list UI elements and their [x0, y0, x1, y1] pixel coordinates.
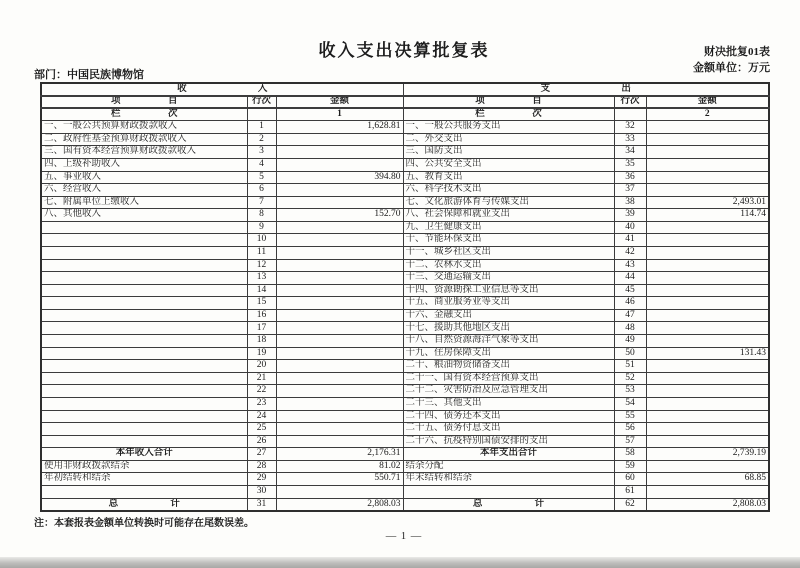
income-item-label: 使用非财政拨款结余: [41, 460, 247, 473]
expense-amount-value: 131.43: [646, 347, 769, 360]
expense-item-label: 七、文化旅游体育与传媒支出: [403, 196, 614, 209]
expense-amount-value: [646, 397, 769, 410]
table-row: [41, 460, 769, 473]
expense-line-number: 51: [614, 360, 646, 373]
expense-amount-value: [646, 272, 769, 285]
income-line-number: 19: [247, 347, 276, 360]
income-amount-value: [276, 133, 403, 146]
expense-amount-value: [646, 171, 769, 184]
income-amount-value: [276, 410, 403, 423]
income-amount-value: [276, 234, 403, 247]
table-row: [41, 184, 769, 197]
expense-amount-value: [646, 121, 769, 134]
income-line-number: 7: [247, 196, 276, 209]
expense-item-label: 二十四、债务还本支出: [403, 410, 614, 423]
income-line-number: 3: [247, 146, 276, 159]
table-row: [41, 284, 769, 297]
income-amount-value: [276, 322, 403, 335]
table-row: [41, 435, 769, 448]
income-item-label: [41, 385, 247, 398]
income-item-label: 二、政府性基金预算财政拨款收入: [41, 133, 247, 146]
expense-item-label: 二十一、国有资本经营预算支出: [403, 372, 614, 385]
table-row: [41, 133, 769, 146]
expense-item-label: 总计: [403, 498, 614, 511]
expense-amount-value: [646, 284, 769, 297]
expense-line-number: 33: [614, 133, 646, 146]
income-amount-value: [276, 259, 403, 272]
table-row: [41, 498, 769, 511]
income-item-label: 一、一般公共预算财政拨款收入: [41, 121, 247, 134]
income-line-number: 17: [247, 322, 276, 335]
expense-line-number: 47: [614, 309, 646, 322]
income-item-label: [41, 486, 247, 499]
income-item-label: 本年收入合计: [41, 448, 247, 461]
table-row: [41, 209, 769, 222]
expense-line-number: 44: [614, 272, 646, 285]
expense-amount-value: [646, 309, 769, 322]
expense-item-label: 八、社会保障和就业支出: [403, 209, 614, 222]
expense-line-number: 56: [614, 423, 646, 436]
table-row: [41, 335, 769, 348]
expense-item-label: 三、国防支出: [403, 146, 614, 159]
income-section-header: 收入: [41, 83, 403, 96]
income-item-label: 三、国有资本经营预算财政拨款收入: [41, 146, 247, 159]
income-item-label: [41, 297, 247, 310]
expense-index-number: 2: [646, 108, 769, 121]
table-row: [41, 259, 769, 272]
income-line-number: 10: [247, 234, 276, 247]
table-row: [41, 158, 769, 171]
table-row: [41, 121, 769, 134]
scan-edge-shadow: [0, 557, 800, 568]
income-item-label: 年初结转和结余: [41, 473, 247, 486]
income-amount-value: [276, 435, 403, 448]
income-item-label: [41, 247, 247, 260]
income-line-number: 30: [247, 486, 276, 499]
income-item-label: [41, 397, 247, 410]
income-amount-value: [276, 284, 403, 297]
table-row: [41, 309, 769, 322]
expense-line-number: 55: [614, 410, 646, 423]
expense-line-number: 37: [614, 184, 646, 197]
section-header-row: [41, 83, 769, 96]
income-line-number: 6: [247, 184, 276, 197]
income-item-label: [41, 272, 247, 285]
expense-amount-value: 2,808.03: [646, 498, 769, 511]
expense-line-number: 58: [614, 448, 646, 461]
income-line-number: 13: [247, 272, 276, 285]
expense-line-number: 41: [614, 234, 646, 247]
income-line-number: 2: [247, 133, 276, 146]
income-amount-value: [276, 347, 403, 360]
income-amount-value: [276, 247, 403, 260]
income-amount-value: [276, 397, 403, 410]
index-row: [41, 108, 769, 121]
income-item-label: 八、其他收入: [41, 209, 247, 222]
expense-line-number: 48: [614, 322, 646, 335]
income-amount-value: [276, 309, 403, 322]
expense-item-label: 十一、城乡社区支出: [403, 247, 614, 260]
expense-amount-value: 2,739.19: [646, 448, 769, 461]
table-body: [41, 83, 769, 511]
income-item-label: 七、附属单位上缴收入: [41, 196, 247, 209]
income-amount-value: [276, 146, 403, 159]
expense-amount-value: [646, 385, 769, 398]
expense-line-number: 46: [614, 297, 646, 310]
income-amount-value: [276, 372, 403, 385]
unit-label: 金额单位：万元: [693, 62, 770, 74]
expense-line-number: 61: [614, 486, 646, 499]
table-row: [41, 372, 769, 385]
income-line-number: 26: [247, 435, 276, 448]
table-row: [41, 146, 769, 159]
table-row: [41, 347, 769, 360]
table-row: [41, 486, 769, 499]
expense-item-label: 十九、住房保障支出: [403, 347, 614, 360]
income-amount-value: 2,808.03: [276, 498, 403, 511]
table-row: [41, 322, 769, 335]
expense-section-header: 支出: [403, 83, 769, 96]
income-line-number: 11: [247, 247, 276, 260]
income-line-number: 18: [247, 335, 276, 348]
income-amount-value: [276, 158, 403, 171]
expense-item-label: 二、外交支出: [403, 133, 614, 146]
income-amount-value: [276, 385, 403, 398]
income-line-number: 23: [247, 397, 276, 410]
income-amount-value: [276, 184, 403, 197]
income-item-label: [41, 423, 247, 436]
expense-index-label: 栏次: [403, 108, 614, 121]
expense-amount-value: [646, 372, 769, 385]
expense-line-number: 53: [614, 385, 646, 398]
expense-amount-value: [646, 410, 769, 423]
expense-item-label: 十四、资源勘探工业信息等支出: [403, 284, 614, 297]
expense-item-label: 二十六、抗疫特别国债安排的支出: [403, 435, 614, 448]
expense-item-colhead: 项目: [403, 96, 614, 109]
expense-item-label: 十、节能环保支出: [403, 234, 614, 247]
expense-amount-value: [646, 146, 769, 159]
expense-amount-value: 2,493.01: [646, 196, 769, 209]
income-item-label: 六、经营收入: [41, 184, 247, 197]
expense-item-label: 一、一般公共服务支出: [403, 121, 614, 134]
income-item-label: [41, 309, 247, 322]
expense-line-number: 45: [614, 284, 646, 297]
income-item-label: [41, 360, 247, 373]
income-index-line-blank: [247, 108, 276, 121]
expense-line-number: 49: [614, 335, 646, 348]
expense-line-number: 43: [614, 259, 646, 272]
income-line-number: 25: [247, 423, 276, 436]
expense-amount-value: 114.74: [646, 209, 769, 222]
income-amount-value: [276, 221, 403, 234]
income-item-label: [41, 410, 247, 423]
income-amount-value: 394.80: [276, 171, 403, 184]
income-amount-value: 550.71: [276, 473, 403, 486]
table-row: [41, 410, 769, 423]
expense-amount-value: [646, 335, 769, 348]
expense-amount-value: [646, 247, 769, 260]
expense-item-label: 九、卫生健康支出: [403, 221, 614, 234]
income-index-label: 栏次: [41, 108, 247, 121]
expense-item-label: 十七、援助其他地区支出: [403, 322, 614, 335]
income-amount-value: [276, 423, 403, 436]
income-line-number: 15: [247, 297, 276, 310]
income-line-number: 22: [247, 385, 276, 398]
table-row: [41, 247, 769, 260]
table-row: [41, 171, 769, 184]
expense-line-number: 36: [614, 171, 646, 184]
income-item-colhead: 项目: [41, 96, 247, 109]
expense-amount-value: [646, 423, 769, 436]
table-row: [41, 196, 769, 209]
expense-item-label: 十五、商业服务业等支出: [403, 297, 614, 310]
expense-amount-value: [646, 158, 769, 171]
income-amount-value: [276, 196, 403, 209]
expense-index-line-blank: [614, 108, 646, 121]
expense-item-label: 本年支出合计: [403, 448, 614, 461]
income-amount-value: [276, 297, 403, 310]
income-line-number: 5: [247, 171, 276, 184]
income-item-label: [41, 259, 247, 272]
income-line-number: 8: [247, 209, 276, 222]
expense-item-label: 五、教育支出: [403, 171, 614, 184]
expense-item-label: 二十、粮油物资储备支出: [403, 360, 614, 373]
expense-amount-value: [646, 322, 769, 335]
income-amount-colhead: 金额: [276, 96, 403, 109]
income-line-number: 24: [247, 410, 276, 423]
income-amount-value: 2,176.31: [276, 448, 403, 461]
income-line-number: 20: [247, 360, 276, 373]
expense-line-number: 32: [614, 121, 646, 134]
income-amount-value: [276, 335, 403, 348]
expense-line-colhead: 行次: [614, 96, 646, 109]
income-line-number: 4: [247, 158, 276, 171]
expense-amount-value: [646, 259, 769, 272]
income-line-number: 16: [247, 309, 276, 322]
expense-item-label: 二十五、债务付息支出: [403, 423, 614, 436]
income-item-label: [41, 372, 247, 385]
footnote: 注：本套报表金额单位转换时可能存在尾数误差。: [34, 518, 254, 529]
expense-line-number: 54: [614, 397, 646, 410]
expense-item-label: [403, 486, 614, 499]
expense-item-label: 四、公共安全支出: [403, 158, 614, 171]
table-row: [41, 385, 769, 398]
income-line-number: 29: [247, 473, 276, 486]
income-line-colhead: 行次: [247, 96, 276, 109]
expense-line-number: 40: [614, 221, 646, 234]
income-item-label: [41, 347, 247, 360]
income-item-label: [41, 435, 247, 448]
income-item-label: 总计: [41, 498, 247, 511]
income-item-label: [41, 284, 247, 297]
table-row: [41, 423, 769, 436]
expense-amount-value: [646, 221, 769, 234]
income-item-label: [41, 335, 247, 348]
income-amount-value: 81.02: [276, 460, 403, 473]
table-row: [41, 272, 769, 285]
table-row: [41, 360, 769, 373]
income-amount-value: [276, 360, 403, 373]
expense-line-number: 35: [614, 158, 646, 171]
income-line-number: 1: [247, 121, 276, 134]
expense-item-label: 十六、金融支出: [403, 309, 614, 322]
form-code: 财决批复01表: [704, 46, 770, 58]
fiscal-table: [40, 82, 770, 512]
expense-amount-colhead: 金额: [646, 96, 769, 109]
expense-amount-value: [646, 184, 769, 197]
expense-line-number: 59: [614, 460, 646, 473]
table-row: [41, 448, 769, 461]
table-row: [41, 397, 769, 410]
form-meta: [693, 44, 770, 76]
expense-item-label: 年末结转和结余: [403, 473, 614, 486]
department-label: 部门：中国民族博物馆: [34, 69, 144, 81]
page-title: 收入支出决算批复表: [318, 41, 490, 60]
table-row: [41, 234, 769, 247]
table-row: [41, 473, 769, 486]
income-line-number: 21: [247, 372, 276, 385]
expense-amount-value: [646, 360, 769, 373]
expense-item-label: 六、科学技术支出: [403, 184, 614, 197]
expense-line-number: 60: [614, 473, 646, 486]
expense-line-number: 50: [614, 347, 646, 360]
expense-item-label: 二十三、其他支出: [403, 397, 614, 410]
expense-amount-value: [646, 460, 769, 473]
income-item-label: [41, 322, 247, 335]
expense-line-number: 57: [614, 435, 646, 448]
income-item-label: [41, 221, 247, 234]
expense-item-label: 十二、农林水支出: [403, 259, 614, 272]
income-amount-value: [276, 272, 403, 285]
column-header-row: [41, 96, 769, 109]
page-number: — 1 —: [385, 531, 423, 542]
income-amount-value: [276, 486, 403, 499]
income-line-number: 27: [247, 448, 276, 461]
income-line-number: 9: [247, 221, 276, 234]
expense-item-label: 十八、自然资源海洋气象等支出: [403, 335, 614, 348]
expense-amount-value: [646, 234, 769, 247]
expense-amount-value: [646, 486, 769, 499]
income-index-number: 1: [276, 108, 403, 121]
expense-line-number: 38: [614, 196, 646, 209]
expense-item-label: 结余分配: [403, 460, 614, 473]
income-amount-value: 152.70: [276, 209, 403, 222]
expense-line-number: 62: [614, 498, 646, 511]
income-amount-value: 1,628.81: [276, 121, 403, 134]
income-line-number: 31: [247, 498, 276, 511]
expense-line-number: 39: [614, 209, 646, 222]
expense-item-label: 二十二、灾害防治及应急管理支出: [403, 385, 614, 398]
income-line-number: 14: [247, 284, 276, 297]
expense-amount-value: 68.85: [646, 473, 769, 486]
expense-amount-value: [646, 297, 769, 310]
income-line-number: 12: [247, 259, 276, 272]
table-row: [41, 221, 769, 234]
expense-item-label: 十三、交通运输支出: [403, 272, 614, 285]
income-item-label: [41, 234, 247, 247]
income-item-label: 五、事业收入: [41, 171, 247, 184]
expense-line-number: 34: [614, 146, 646, 159]
expense-amount-value: [646, 435, 769, 448]
table-row: [41, 297, 769, 310]
income-item-label: 四、上级补助收入: [41, 158, 247, 171]
expense-line-number: 42: [614, 247, 646, 260]
expense-line-number: 52: [614, 372, 646, 385]
expense-amount-value: [646, 133, 769, 146]
income-line-number: 28: [247, 460, 276, 473]
